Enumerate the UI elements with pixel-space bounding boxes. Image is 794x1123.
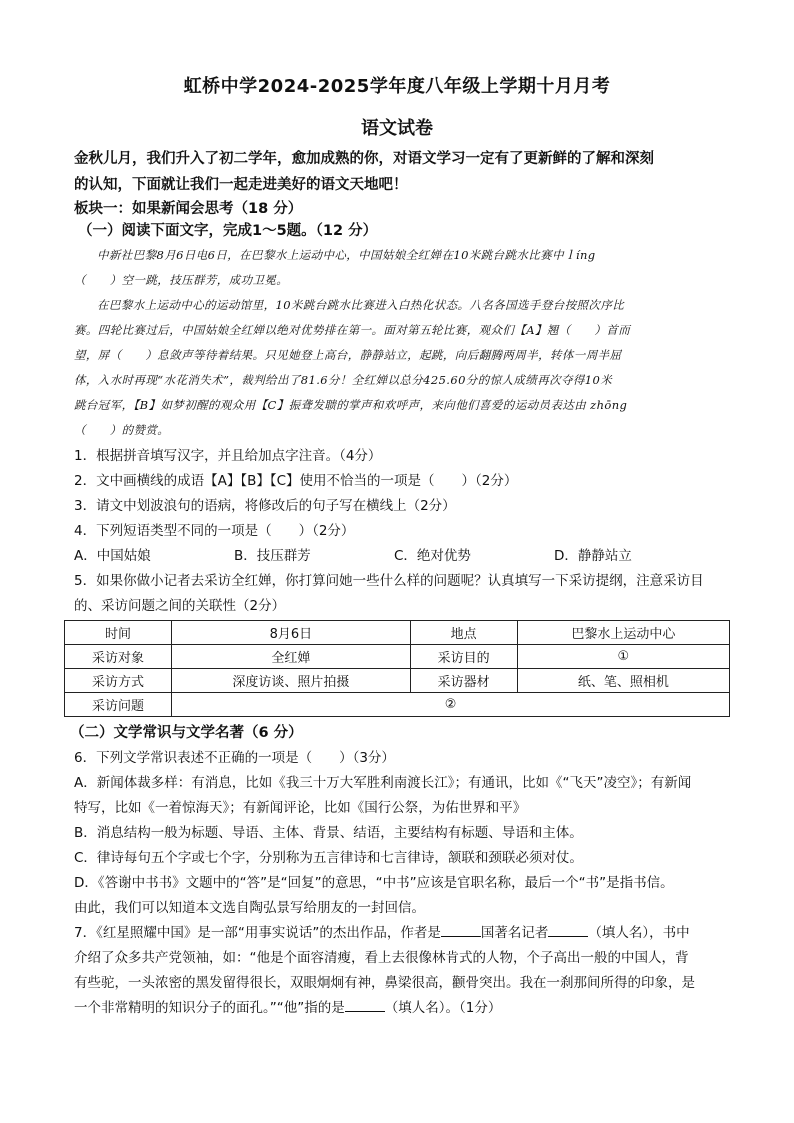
question-7-text-e: （填人名）。（1分） <box>384 1000 502 1016</box>
passage-p2-line4: 体，入水时再现“水花消失术”，裁判给出了81.6分！全红婵以总分425.60分的惊人成绩再次夺得10米 <box>74 373 613 387</box>
question-7-text-b: 国著名记者 <box>480 925 549 941</box>
table-cell: 巴黎水上运动中心 <box>517 621 729 645</box>
option-d: D．静静站立 <box>554 548 632 564</box>
news-passage <box>74 243 728 443</box>
question-2: 2．文中画横线的成语【A】【B】【C】使用不恰当的一项是（ ）（2分） <box>74 473 518 489</box>
passage-p2-line2: 赛。四轮比赛过后，中国姑娘全红婵以绝对优势排在第一。面对第五轮比赛，观众们【A】翘（ ）首而 <box>74 323 631 337</box>
question-5-line2: 的、采访问题之间的关联性（2分） <box>74 598 286 614</box>
passage-p2-line1: 在巴黎水上运动中心的运动馆里，10米跳台跳水比赛进入白热化状态。八名各国选手登台按照次序比 <box>97 298 625 312</box>
question-1: 1．根据拼音填写汉字，并且给加点字注音。（4分） <box>74 448 382 464</box>
passage-p1-line2: （ ）空一跳，技压群芳，成功卫冕。 <box>74 273 289 287</box>
question-7-line3: 有些驼，一头浓密的黑发留得很长，双眼炯炯有神，鼻梁很高，颧骨突出。我在一刹那间所得的印象，是 <box>74 975 695 991</box>
question-6-option-b: B．消息结构一般为标题、导语、主体、背景、结语，主要结构有标题、导语和主体。 <box>74 825 583 841</box>
question-7-text-d: 一个非常精明的知识分子的面孔。”“他”指的是 <box>74 1000 345 1016</box>
questions-6-7 <box>74 746 738 1021</box>
table-row <box>65 693 730 717</box>
table-cell: 采访器材 <box>410 669 517 693</box>
table-cell: 纸、笔、照相机 <box>517 669 729 693</box>
table-row <box>65 621 730 645</box>
answer-blank-2[interactable]: ② <box>172 693 730 717</box>
fill-blank-person[interactable] <box>345 999 385 1012</box>
question-6-option-d-line1: D．《答谢中书书》文题中的“答”是“回复”的意思，“中书”应该是官职名称，最后一个“书”是指书信。 <box>74 875 674 891</box>
answer-blank-1[interactable]: ① <box>517 645 729 669</box>
table-cell: 全红婵 <box>172 645 410 669</box>
option-b: B．技压群芳 <box>234 548 311 564</box>
intro-line-1: 金秋儿月，我们升入了初二学年，愈加成熟的你，对语文学习一定有了更新鲜的了解和深刻 <box>74 151 654 167</box>
passage-p2-line6: （ ）的赞赏。 <box>74 423 170 437</box>
question-5-line1: 5．如果你做小记者去采访全红婵，你打算问她一些什么样的问题呢？认真填写一下采访提纲，注意采访目 <box>74 573 704 589</box>
question-6-option-c: C．律诗每句五个字或七个字，分别称为五言律诗和七言律诗，颔联和颈联必须对仗。 <box>74 850 583 866</box>
exam-subtitle: 语文试卷 <box>361 118 433 139</box>
question-6: 6．下列文学常识表述不正确的一项是（ ）（3分） <box>74 750 395 766</box>
question-6-option-a-line2: 特写，比如《一着惊海天》；有新闻评论，比如《国行公祭，为佑世界和平》 <box>74 800 527 816</box>
table-cell: 地点 <box>410 621 517 645</box>
passage-p1-line1: 中新社巴黎8月6日电6日，在巴黎水上运动中心，中国姑娘全红婵在10米跳台跳水比赛中ｌíng <box>97 248 596 262</box>
table-cell: 时间 <box>65 621 172 645</box>
option-c: C．绝对优势 <box>394 548 471 564</box>
option-a: A．中国姑娘 <box>74 548 151 564</box>
question-7-text-c: （填人名），书中 <box>588 925 690 941</box>
exam-title: 虹桥中学2024-2025学年度八年级上学期十月月考 <box>183 76 611 97</box>
table-cell: 深度访谈、照片拍摄 <box>172 669 410 693</box>
questions-1-5 <box>74 444 734 619</box>
table-cell: 采访方式 <box>65 669 172 693</box>
intro-line-2: 的认知，下面就让我们一起走进美好的语文天地吧！ <box>74 177 408 193</box>
question-7-line1 <box>74 921 738 946</box>
table-cell: 采访对象 <box>65 645 172 669</box>
part1-heading: （一）阅读下面文字，完成1～5题。（12 分） <box>78 223 378 239</box>
question-6-option-a-line1: A．新闻体裁多样：有消息，比如《我三十万大军胜利南渡长江》；有通讯，比如《“飞天”凌空》；有新闻 <box>74 775 692 791</box>
question-7-text-a: 7．《红星照耀中国》是一部“用事实说话”的杰出作品，作者是 <box>74 925 441 941</box>
passage-p2-line5: 跳台冠军，【B】如梦初醒的观众用【C】振聋发聩的掌声和欢呼声，来向他们喜爱的运动员表达由 zhōng <box>74 398 628 412</box>
table-row <box>65 645 730 669</box>
table-cell: 采访目的 <box>410 645 517 669</box>
block1-heading: 板块一：如果新闻会思考（18 分） <box>74 201 303 217</box>
table-row <box>65 669 730 693</box>
interview-outline-table <box>64 620 730 717</box>
question-6-option-d-line2: 由此，我们可以知道本文选自陶弘景写给朋友的一封回信。 <box>74 900 425 916</box>
passage-p2-line3: 望，屏（ ）息敛声等待着结果。只见她登上高台，静静站立，起跳，向后翻腾两周半，转体一周半屈 <box>74 348 622 362</box>
table-cell: 8月6日 <box>172 621 410 645</box>
question-4-options <box>74 544 734 569</box>
fill-blank-nationality[interactable] <box>441 924 481 937</box>
question-7-line4 <box>74 996 738 1021</box>
question-3: 3．请文中划波浪句的语病，将修改后的句子写在横线上（2分） <box>74 498 456 514</box>
table-cell: 采访问题 <box>65 693 172 717</box>
part2-heading: （二）文学常识与文学名著（6 分） <box>70 725 303 741</box>
question-7-line2: 介绍了众多共产党领袖，如：“他是个面容清瘦，看上去很像林肯式的人物，个子高出一般的中国人，背 <box>74 950 689 966</box>
intro-paragraph <box>74 146 734 198</box>
question-4: 4．下列短语类型不同的一项是（ ）（2分） <box>74 523 355 539</box>
fill-blank-author[interactable] <box>548 924 588 937</box>
